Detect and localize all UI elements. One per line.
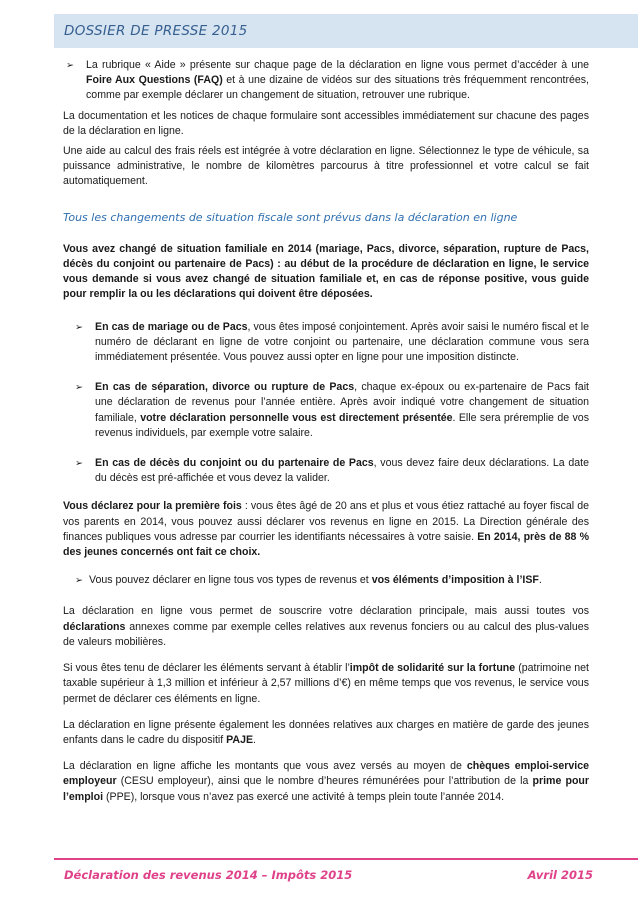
bullet-aide-text: La rubrique « Aide » présente sur chaque page de la déclaration en ligne vous permet d’accéder à une Foire Aux Questions (FAQ) et à une dizaine de vidéos sur des situations très fréquemment rencontrées, comme par exemple déclarer un changement de situation, retrouver une rubrique. xyxy=(86,59,589,102)
bullet-separation xyxy=(63,380,589,441)
bullet-deces xyxy=(63,456,589,486)
header-title: DOSSIER DE PRESSE 2015 xyxy=(64,23,248,39)
bullet-arrow-icon: ➢ xyxy=(75,382,83,394)
bullet-arrow-icon: ➢ xyxy=(75,458,83,470)
bullet-deces-text: En cas de décès du conjoint ou du partenaire de Pacs, vous devez faire deux déclarations. La date du décès est pré-affichée et vous devez la valider. xyxy=(95,457,589,485)
paragraph-declarations-annexes: La déclaration en ligne vous permet de souscrire votre déclaration principale, mais aussi toutes vos déclarations annexes comme par exemple celles relatives aux revenus fonciers ou au calcul des plus-values de valeurs mobilières. xyxy=(63,605,589,648)
paragraph-changement-situation: Vous avez changé de situation familiale en 2014 (mariage, Pacs, divorce, séparation, rupture de Pacs, décès du conjoint ou partenaire de Pacs) : au début de la procédure de déclaration en ligne, le service vous demande si vous avez changé de situation familiale et, en cas de réponse positive, vous guide pour remplir la ou les déclarations qui doivent être déposées. xyxy=(63,242,589,301)
bullet-arrow-icon: ➢ xyxy=(66,60,74,71)
header-band xyxy=(54,14,638,48)
bullet-mariage xyxy=(63,320,589,366)
section-heading: Tous les changements de situation fiscale sont prévus dans la déclaration en ligne xyxy=(63,210,518,224)
bullet-aide xyxy=(63,58,589,104)
bullet-mariage-text: En cas de mariage ou de Pacs, vous êtes imposé conjointement. Après avoir saisi le numéro fiscal et le numéro de déclarant en ligne de votre conjoint ou partenaire, une déclaration commune vous sera immédiatement présentée. Vous pouvez aussi opter en ligne pour une imposition distincte. xyxy=(95,320,589,364)
bullet-arrow-icon: ➢ xyxy=(75,321,83,333)
document-body xyxy=(63,58,589,805)
bullet-separation-text: En cas de séparation, divorce ou rupture de Pacs, chaque ex-époux ou ex-partenaire de Pacs fait une déclaration de revenus pour l’année entière. Après avoir indiqué votre changement de situation familiale, votre déclaration personnelle vous est directement présentée. Elle sera préremplie de vos revenus individuels, par exemple votre salaire. xyxy=(95,381,589,439)
paragraph-premiere-fois: Vous déclarez pour la première fois : vous êtes âgé de 20 ans et plus et vous étiez rattaché au foyer fiscal de vos parents en 2014, vous pouvez aussi déclarer vos revenus en ligne en 2015. La Direction générale des finances publiques vous adresse par courrier les identifiants nécessaires à votre saisie. En 2014, près de 88 % des jeunes concernés ont fait ce choix. xyxy=(63,500,589,559)
paragraph-cesu: La déclaration en ligne affiche les montants que vous avez versés au moyen de chèques emploi-service employeur (CESU employeur), ainsi que le nombre d’heures rémunérées pour l’attribution de la prime pour l’emploi (PPE), lorsque vous n’avez pas exercé une activité à temps plein toute l’année 2014. xyxy=(63,760,590,803)
footer-right-text: Avril 2015 xyxy=(527,868,593,882)
bullet-arrow-icon: ➢ xyxy=(75,575,83,587)
footer-divider xyxy=(54,858,638,860)
bullet-isf xyxy=(63,573,589,588)
paragraph-documentation: La documentation et les notices de chaque formulaire sont accessibles immédiatement sur chacune des pages de la déclaration en ligne. xyxy=(63,109,589,137)
bullet-isf-text: Vous pouvez déclarer en ligne tous vos types de revenus et vos éléments d’imposition à l’ISF. xyxy=(89,574,542,587)
paragraph-paje: La déclaration en ligne présente également les données relatives aux charges en matière de garde des jeunes enfants dans le cadre du dispositif PAJE. xyxy=(63,718,589,746)
paragraph-frais-reels: Une aide au calcul des frais réels est intégrée à votre déclaration en ligne. Sélectionnez le type de véhicule, sa puissance administrative, le nombre de kilomètres parcourus à titre professionnel et votre calcul se fait automatiquement. xyxy=(63,145,589,188)
footer-left-text: Déclaration des revenus 2014 – Impôts 2015 xyxy=(64,868,353,882)
paragraph-isf: Si vous êtes tenu de déclarer les éléments servant à établir l’impôt de solidarité sur la fortune (patrimoine net taxable supérieur à 1,3 million et inférieur à 2,57 millions d’€) en même temps que vos revenus, le service vous permet de déclarer ces éléments en ligne. xyxy=(63,662,589,705)
